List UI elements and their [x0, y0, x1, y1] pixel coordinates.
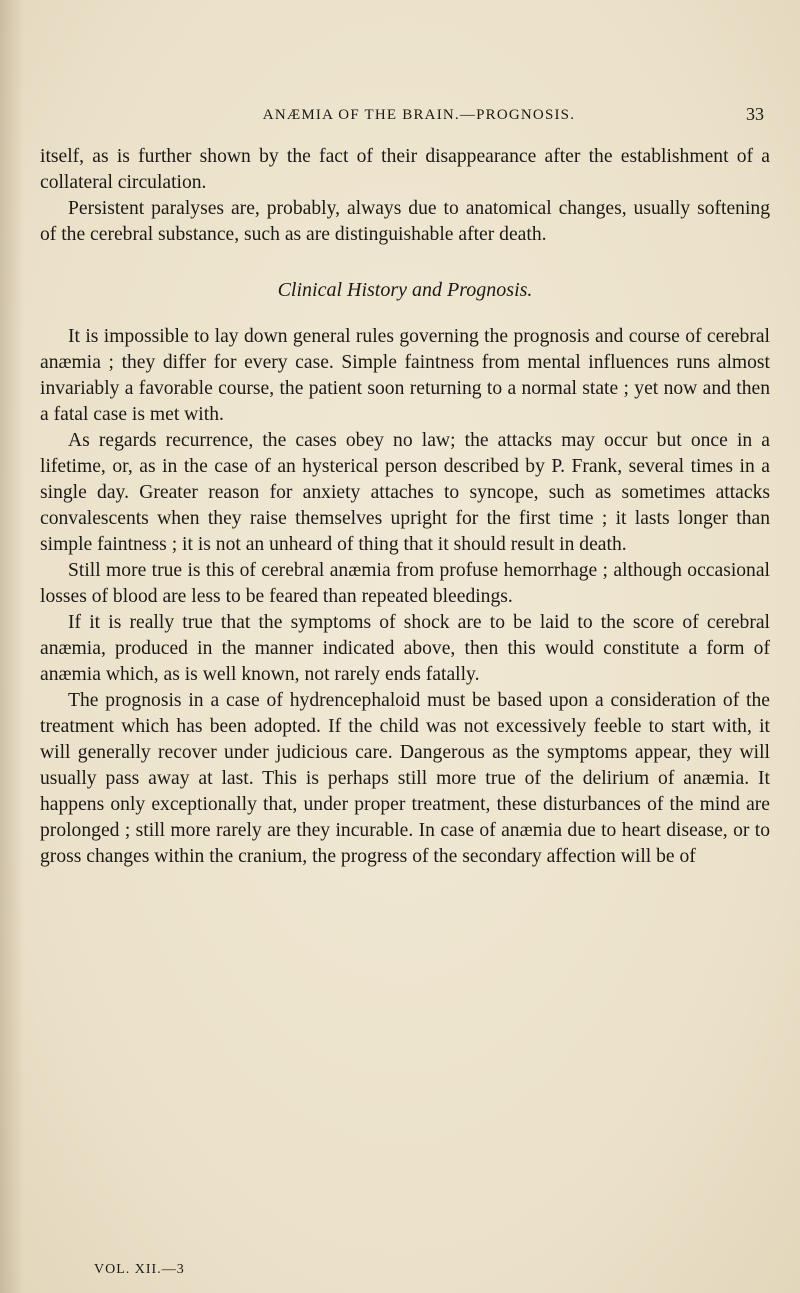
running-head: [40, 104, 768, 128]
paragraph-hemorrhage: Still more true is this of cerebral anæmia from profuse hemorrhage ; although occasional losses of blood are less to be feared than repeated bleedings.: [40, 560, 770, 607]
page-number: 33: [746, 104, 764, 124]
paragraph-continuation: itself, as is further shown by the fact of their disappearance after the establishment of a collateral circulation.: [40, 146, 770, 193]
paragraph-hydrencephaloid: The prognosis in a case of hydrencephaloid must be based upon a consideration of the treatment which has been adopted. If the child was not excessively feeble to start with, it will generally recover under judicious care. Dangerous as the symptoms appear, they will usually pass away at last. This is perhaps still more true of the delirium of anæmia. It happens only exceptionally that, under proper treatment, these disturbances of the mind are prolonged ; still more rarely are they incurable. In case of anæmia due to heart disease, or to gross changes within the cranium, the progress of the secondary affection will be of: [40, 690, 770, 867]
paragraph-recurrence: As regards recurrence, the cases obey no law; the attacks may occur but once in a lifetime, or, as in the case of an hysterical person described by P. Frank, several times in a single day. Greater reason for anxiety attaches to syncope, such as sometimes attacks convalescents when they raise themselves upright for the first time ; it lasts longer than simple faintness ; it is not an unheard of thing that it should result in death.: [40, 430, 770, 555]
paragraph-shock: If it is really true that the symptoms of shock are to be laid to the score of cerebral anæmia, produced in the manner indicated above, then this would constitute a form of anæmia which, as is well known, not rarely ends fatally.: [40, 612, 770, 685]
signature-mark: VOL. XII.—3: [94, 1262, 185, 1277]
gutter-shadow: [0, 0, 24, 1293]
body-text: [40, 144, 770, 870]
running-title: ANÆMIA OF THE BRAIN.—PROGNOSIS.: [262, 107, 576, 123]
paragraph-general-rules: It is impossible to lay down general rules governing the prognosis and course of cerebral anæmia ; they differ for every case. Simple faintness from mental influences runs almost invariably a favorable course, the patient soon returning to a normal state ; yet now and then a fatal case is met with.: [40, 326, 770, 425]
section-heading: Clinical History and Prognosis.: [277, 279, 533, 301]
paragraph-persistent-paralyses: Persistent paralyses are, probably, always due to anatomical changes, usually softening of the cerebral substance, such as are distinguishable after death.: [40, 198, 770, 245]
